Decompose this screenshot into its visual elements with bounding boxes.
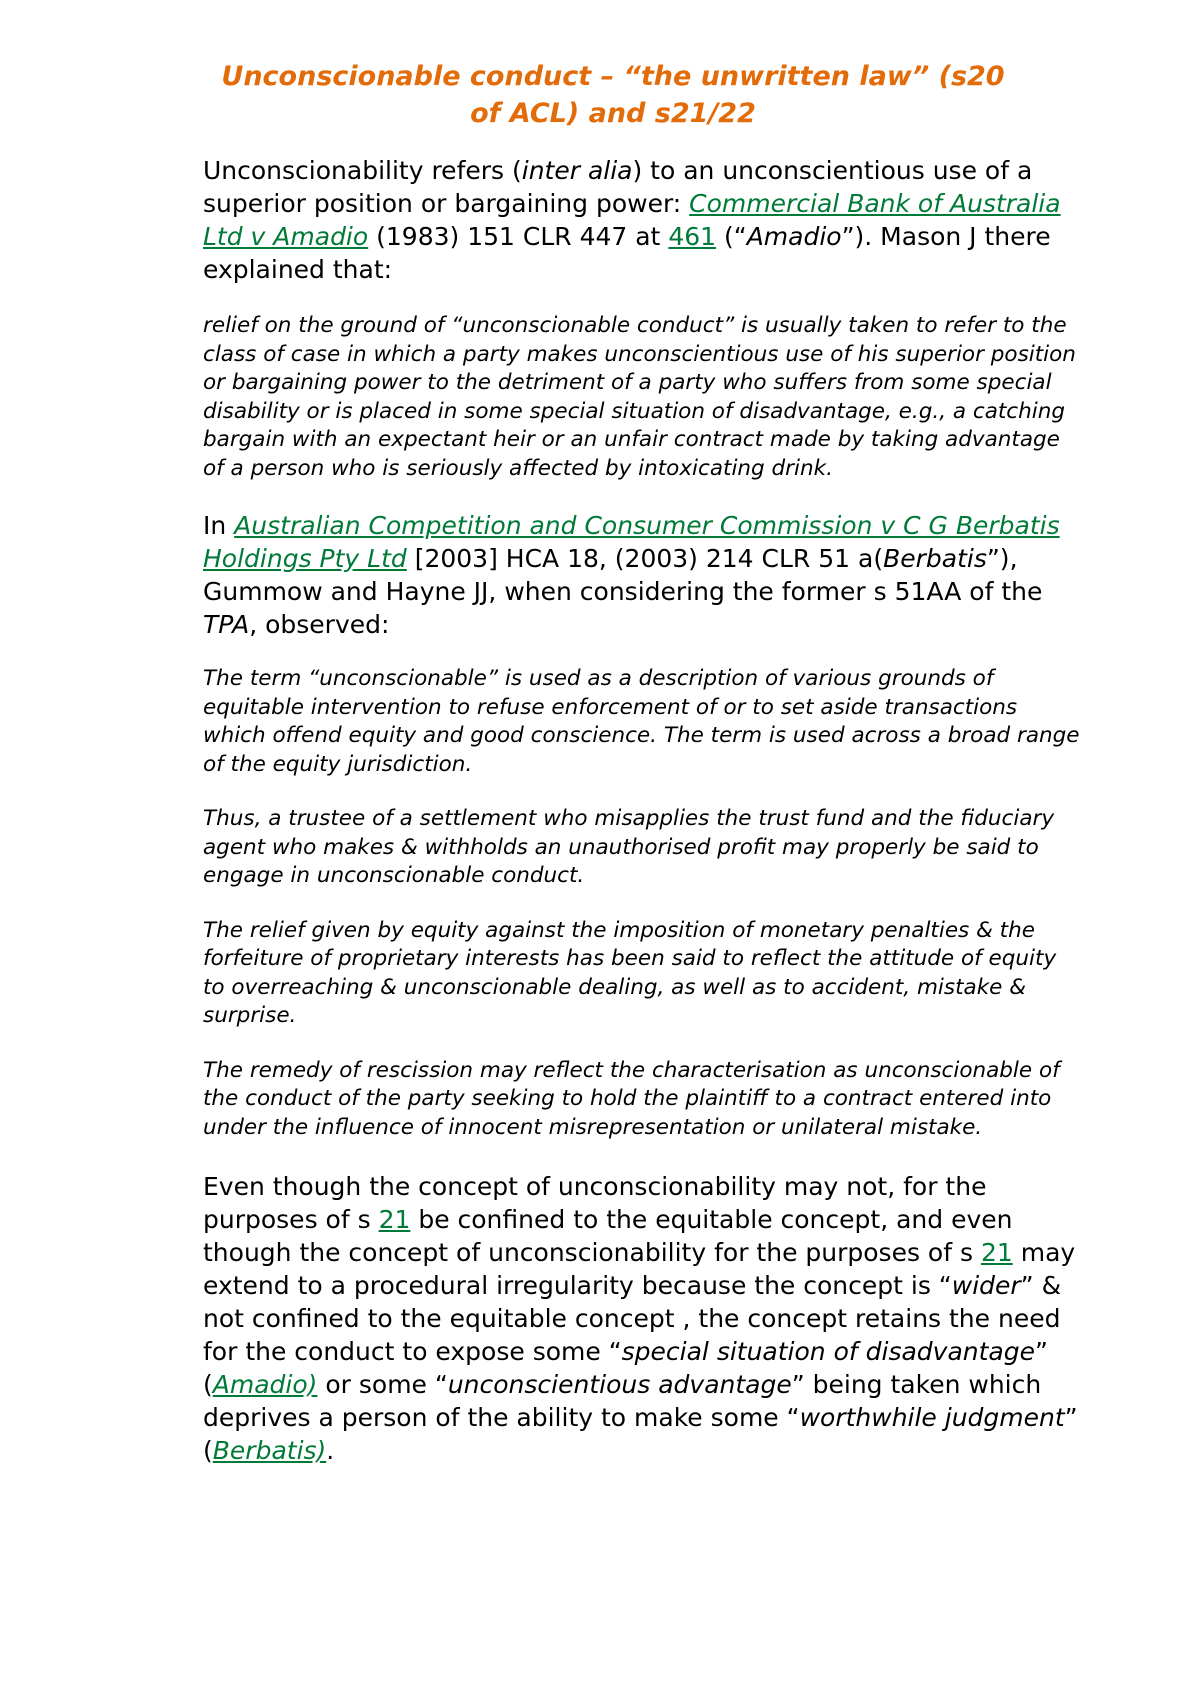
page-461-link[interactable]: 461	[668, 222, 717, 251]
text-run: ”), Gummow and Hayne JJ, when considering the former s 51AA of the	[203, 544, 1043, 606]
text-run: ” & not confined to the equitable concept , the concept retains the need for the conduct to expose some “	[203, 1271, 1062, 1366]
text-run: or some “	[317, 1370, 448, 1399]
amadio-quote: relief on the ground of “unconscionable conduct” is usually taken to refer to the class of case in which a party makes unconscientious use of his superior position or bargaining power to the detriment of a party who suffers from some special disability or is placed in some special situation of disadvantage, e.g., a catching bargain with an expectant heir or an unfair contract made by taking advantage of a person who is seriously affected by intoxicating drink.	[203, 313, 1076, 481]
text-run: In	[203, 511, 235, 540]
text-run: ” (	[203, 1337, 1048, 1399]
berbatis-quote-3: The relief given by equity against the imposition of monetary penalties & the forfeiture of proprietary interests has been said to reflect the attitude of equity to overreaching & unconscionable dealing, as well as to accident, mistake & surprise.	[203, 917, 1057, 1028]
text-run: (1983) 151 CLR 447 at	[368, 222, 669, 251]
text-run-italic: wider	[951, 1271, 1021, 1300]
section-21-link[interactable]: 21	[378, 1205, 411, 1234]
berbatis-link[interactable]: Berbatis)	[212, 1436, 327, 1465]
text-run: [2003] HCA 18, (2003) 214 CLR 51 a(	[406, 544, 884, 573]
section-21-link[interactable]: 21	[980, 1238, 1013, 1267]
berbatis-quote-1: The term “unconscionable” is used as a description of various grounds of equitable intervention to refuse enforcement of or to set aside transactions which offend equity and good conscience. The term is used across a broad range of the equity jurisdiction.	[203, 666, 1080, 777]
text-run: be confined to the equitable concept, and even though the concept of unconscionability for the purposes of s	[203, 1205, 1013, 1267]
text-run: ) to an unconscientious use of a superior position or bargaining power:	[203, 156, 1033, 218]
text-run: (“	[716, 222, 747, 251]
berbatis-case-link[interactable]: Australian Competition and Consumer Commission v C G Berbatis Holdings Pty Ltd	[203, 511, 1060, 573]
text-run-italic: unconscientious advantage	[447, 1370, 792, 1399]
berbatis-quote-2: Thus, a trustee of a settlement who misapplies the trust fund and the fiduciary agent who makes & withholds an unauthorised profit may properly be said to engage in unconscionable conduct.	[203, 806, 1055, 888]
text-run-italic: special situation of disadvantage	[621, 1337, 1035, 1366]
conclusion-paragraph	[203, 1170, 1083, 1467]
text-run: ” (	[203, 1403, 1078, 1465]
text-run: ” being taken which deprives a person of the ability to make some “	[203, 1370, 1042, 1432]
amadio-link[interactable]: Amadio)	[212, 1370, 318, 1399]
text-run: ”). Mason J there explained that:	[203, 222, 1051, 284]
text-run: may extend to a procedural irregularity because the concept is “	[203, 1238, 1076, 1300]
document-title	[173, 58, 1053, 132]
berbatis-quote-4: The remedy of rescission may reflect the characterisation as unconscionable of the conduct of the party seeking to hold the plaintiff to a contract entered into under the influence of innocent misrepresentation or unilateral mistake.	[203, 1057, 1060, 1140]
document-page	[203, 58, 1083, 1489]
text-run: Unconscionability refers (	[203, 156, 522, 185]
text-run-italic: Amadio	[746, 222, 842, 251]
text-run: Even though the concept of unconscionability may not, for the purposes of s	[203, 1172, 987, 1234]
text-run-italic: worthwhile judgment	[799, 1403, 1065, 1432]
amadio-case-link[interactable]: Commercial Bank of Australia Ltd v Amadio	[203, 189, 1061, 251]
title-line-2: of ACL) and s21/22	[470, 98, 756, 129]
text-run: .	[326, 1436, 335, 1465]
intro-paragraph	[203, 154, 1083, 286]
text-run: , observed:	[249, 610, 390, 639]
berbatis-paragraph	[203, 509, 1083, 641]
text-run-italic: Berbatis	[883, 544, 987, 573]
title-line-1: Unconscionable conduct – “the unwritten law” (s20	[221, 61, 1005, 92]
text-run-italic: TPA	[203, 610, 250, 639]
text-run-italic: inter alia	[521, 156, 633, 185]
